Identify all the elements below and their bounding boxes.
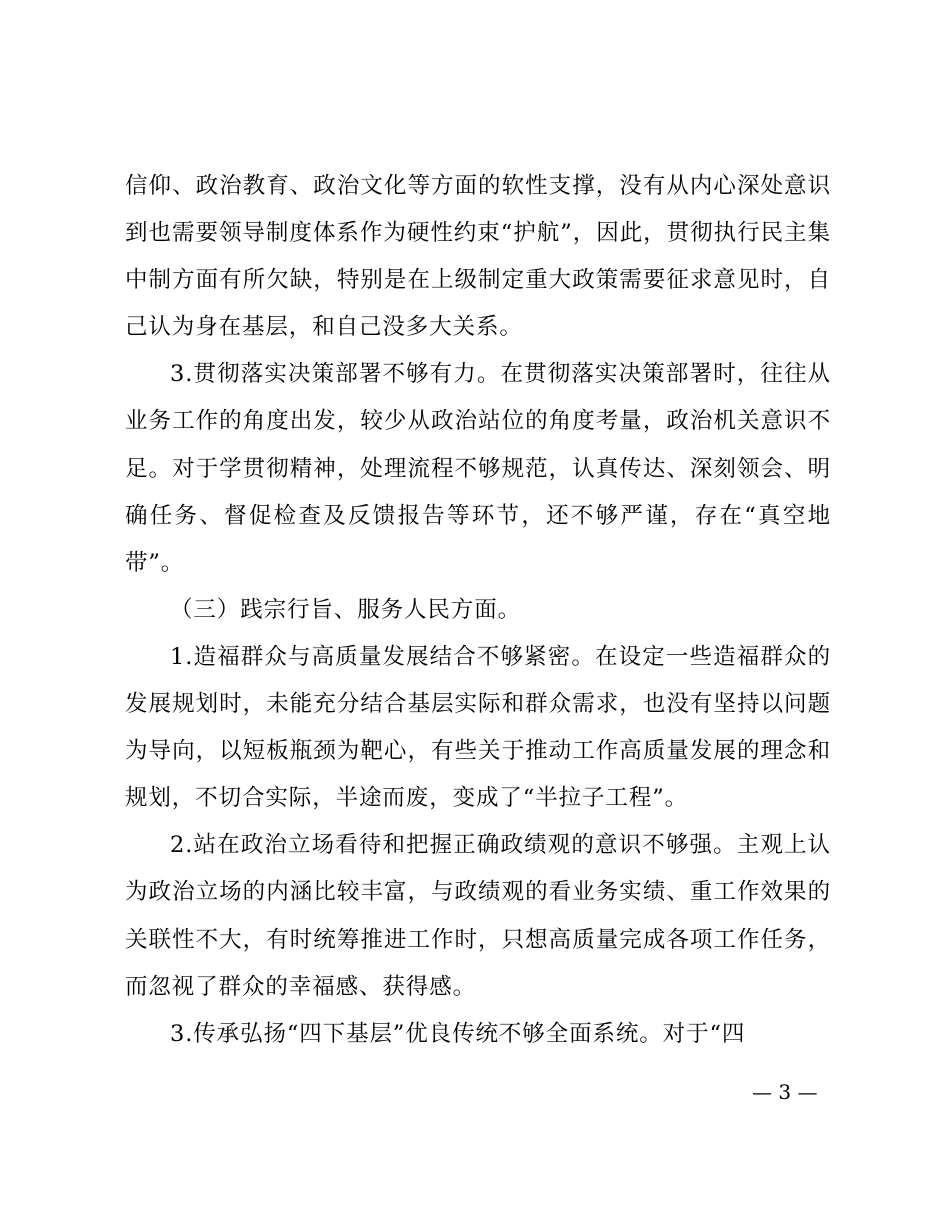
paragraph-item-1-benefit-masses: 1.造福群众与高质量发展结合不够紧密。在设定一些造福群众的发展规划时，未能充分结合基层实际和群众需求，也没有坚持以问题为导向，以短板瓶颈为靶心，有些关于推动工作高质量发展的理念和规划，不切合实际，半途而废，变成了“半拉子工程”。 xyxy=(125,643,831,812)
paragraph-item-3-four-down-tradition: 3.传承弘扬“四下基层”优良传统不够全面系统。对于“四 xyxy=(170,1020,746,1047)
document-body xyxy=(125,163,831,1058)
paragraph-continuation: 信仰、政治教育、政治文化等方面的软性支撑，没有从内心深处意识到也需要领导制度体系作为硬性约束“护航”，因此，贯彻执行民主集中制方面有所欠缺，特别是在上级制定重大政策需要征求意见时，自己认为身在基层，和自己没多大关系。 xyxy=(125,173,831,341)
page-number: — 3 — xyxy=(752,1080,818,1104)
section-heading-serve-people: （三）践宗行旨、服务人民方面。 xyxy=(170,596,522,623)
paragraph-item-2-political-stance: 2.站在政治立场看待和把握正确政绩观的意识不够强。主观上认为政治立场的内涵比较丰富，与政绩观的看业务实绩、重工作效果的关联性不大，有时统筹推进工作时，只想高质量完成各项工作任务，而忽视了群众的幸福感、获得感。 xyxy=(125,832,831,1000)
paragraph-item-3-decision-implementation: 3.贯彻落实决策部署不够有力。在贯彻落实决策部署时，往往从业务工作的角度出发，较少从政治站位的角度考量，政治机关意识不足。对于学贯彻精神，处理流程不够规范，认真传达、深刻领会、明确任务、督促检查及反馈报告等环节，还不够严谨，存在“真空地带”。 xyxy=(125,361,831,576)
